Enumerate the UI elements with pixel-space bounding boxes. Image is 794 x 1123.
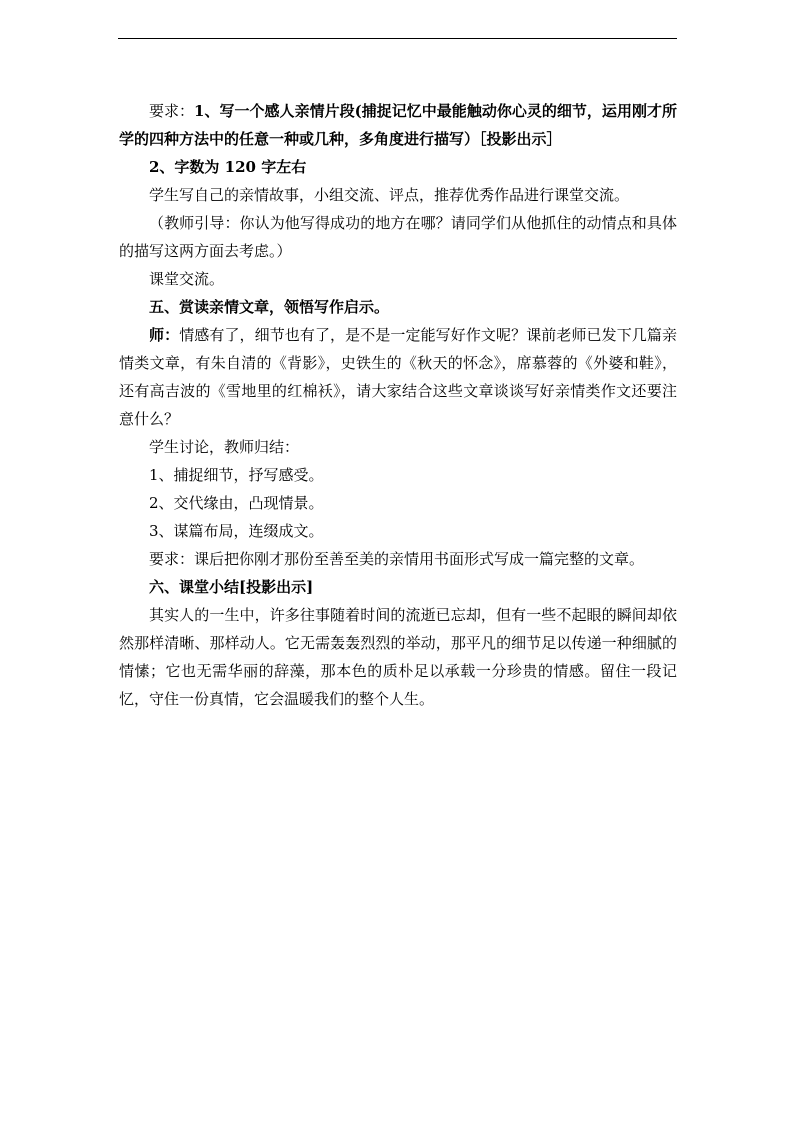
paragraph-requirement-2: 2、字数为 120 字左右	[149, 158, 307, 176]
paragraph-summary: 其实人的一生中，许多往事随着时间的流逝已忘却，但有一些不起眼的瞬间却依然那样清晰、那样动人。它无需轰轰烈烈的举动，那平凡的细节足以传递一种细腻的情愫；它也无需华丽的辞藻，那本色的质朴足以承载一分珍贵的情感。留住一段记忆，守住一份真情，它会温暖我们的整个人生。	[119, 606, 677, 708]
paragraph-teacher-question	[119, 321, 677, 433]
list-item-3: 3、谋篇布局，连缀成文。	[149, 522, 324, 540]
paragraph-prefix: 师：	[149, 326, 180, 344]
paragraph-teacher-guidance: （教师引导：你认为他写得成功的地方在哪？请同学们从他抓住的动情点和具体的描写这两方面去考虑。）	[119, 214, 677, 260]
paragraph-student-writing: 学生写自己的亲情故事，小组交流、评点，推荐优秀作品进行课堂交流。	[149, 186, 630, 204]
document-body	[119, 97, 677, 713]
section-heading-six: 六、课堂小结[投影出示]	[149, 578, 314, 596]
list-item-2: 2、交代缘由，凸现情景。	[149, 494, 324, 512]
paragraph-prefix: 要求：	[149, 102, 195, 120]
paragraph-homework: 要求：课后把你刚才那份至善至美的亲情用书面形式写成一篇完整的文章。	[149, 550, 645, 568]
paragraph-text: 1、写一个感人亲情片段(捕捉记忆中最能触动你心灵的细节，运用刚才所学的四种方法中的任意一种或几种，多角度进行描写）［投影出示］	[119, 102, 677, 148]
section-heading-five: 五、赏读亲情文章，领悟写作启示。	[149, 298, 390, 316]
paragraph-text: 情感有了，细节也有了，是不是一定能写好作文呢？课前老师已发下几篇亲情类文章，有朱自清的《背影》，史铁生的《秋天的怀念》，席慕蓉的《外婆和鞋》，还有高吉波的《雪地里的红棉袄》，请大家结合这些文章谈谈写好亲情类作文还要注意什么？	[119, 326, 677, 428]
paragraph-requirement-1	[119, 97, 677, 153]
paragraph-class-exchange: 课堂交流。	[149, 270, 225, 288]
list-item-1: 1、捕捉细节，抒写感受。	[149, 466, 324, 484]
header-rule	[118, 38, 677, 39]
paragraph-discussion: 学生讨论，教师归结：	[149, 438, 300, 456]
